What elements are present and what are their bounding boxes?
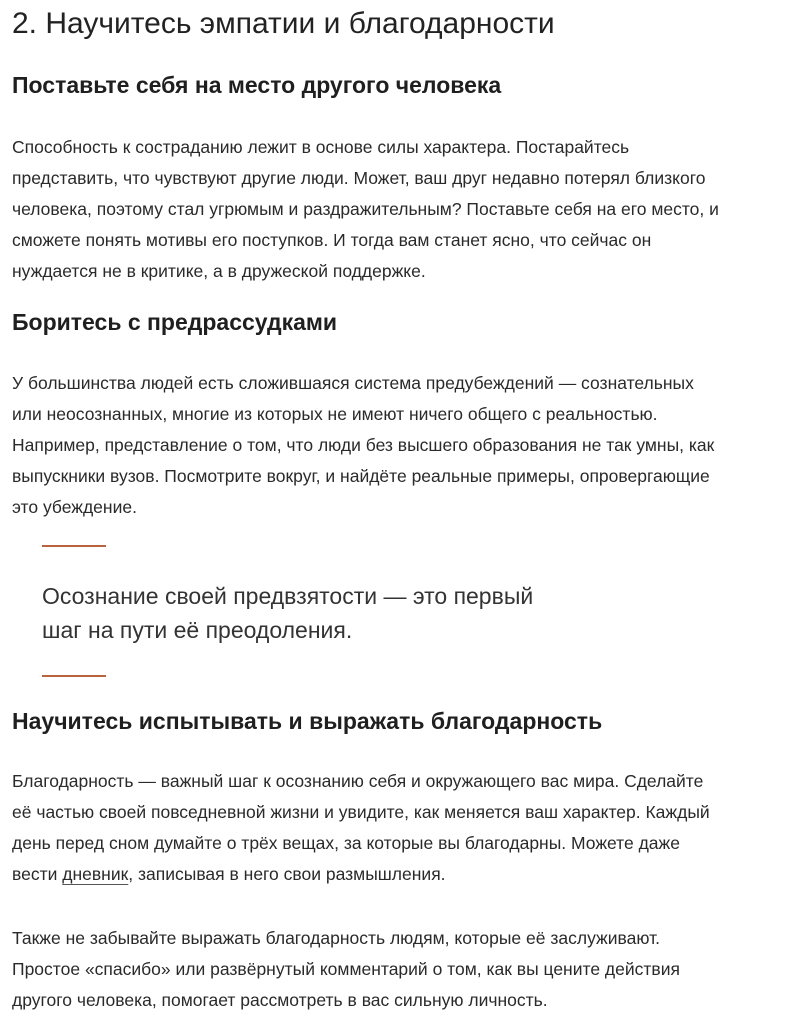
- paragraph-thanks: [12, 923, 802, 1016]
- paragraph-line: Благодарность — важный шаг к осознанию себя и окружающего вас мира. Сделайте: [12, 771, 704, 791]
- paragraph-line: нуждается не в критике, а в дружеской поддержке.: [12, 261, 426, 281]
- paragraph-line: выпускники вузов. Посмотрите вокруг, и найдёте реальные примеры, опровергающие: [12, 466, 710, 486]
- section-title: 2. Научитесь эмпатии и благодарности: [12, 7, 555, 40]
- paragraph-line: её частью своей повседневной жизни и увидите, как меняется ваш характер. Каждый: [12, 802, 710, 822]
- paragraph-line: это убеждение.: [12, 497, 137, 517]
- paragraph-line: или неосознанных, многие из которых не имеют ничего общего с реальностью.: [12, 404, 658, 424]
- paragraph-line: Например, представление о том, что люди без высшего образования не так умны, как: [12, 435, 715, 455]
- heading-empathy: Поставьте себя на место другого человека: [12, 72, 502, 98]
- paragraph-prejudice: [12, 368, 802, 523]
- line-prefix: вести: [12, 864, 63, 884]
- paragraph-line: Простое «спасибо» или развёрнутый комментарий о том, как вы цените действия: [12, 959, 680, 979]
- paragraph-line: Способность к состраданию лежит в основе силы характера. Постарайтесь: [12, 137, 630, 157]
- quote-bottom-rule: [42, 675, 106, 677]
- quote-line: шаг на пути её преодоления.: [42, 617, 353, 643]
- diary-link[interactable]: дневник: [62, 864, 129, 884]
- paragraph-line: сможете понять мотивы его поступков. И тогда вам станет ясно, что сейчас он: [12, 230, 652, 250]
- paragraph-line: Также не забывайте выражать благодарность людям, которые её заслуживают.: [12, 928, 661, 948]
- paragraph-line: представить, что чувствуют другие люди. Может, ваш друг недавно потерял близкого: [12, 168, 706, 188]
- quote-line: Осознание своей предвзятости — это первый: [42, 583, 534, 609]
- heading-prejudice: Боритесь с предрассудками: [12, 309, 338, 335]
- paragraph-line: У большинства людей есть сложившаяся система предубеждений — сознательных: [12, 373, 694, 393]
- heading-gratitude: Научитесь испытывать и выражать благодарность: [12, 708, 603, 734]
- paragraph-line: другого человека, помогает рассмотреть в вас сильную личность.: [12, 990, 548, 1010]
- quote-top-rule: [42, 545, 106, 547]
- pull-quote: [42, 579, 533, 647]
- paragraph-line: [12, 859, 802, 890]
- line-suffix: , записывая в него свои размышления.: [128, 864, 446, 884]
- paragraph-gratitude: [12, 766, 802, 890]
- paragraph-line: человека, поэтому стал угрюмым и раздражительным? Поставьте себя на его место, и: [12, 199, 719, 219]
- paragraph-empathy: [12, 132, 802, 287]
- paragraph-line: день перед сном думайте о трёх вещах, за которые вы благодарны. Можете даже: [12, 833, 680, 853]
